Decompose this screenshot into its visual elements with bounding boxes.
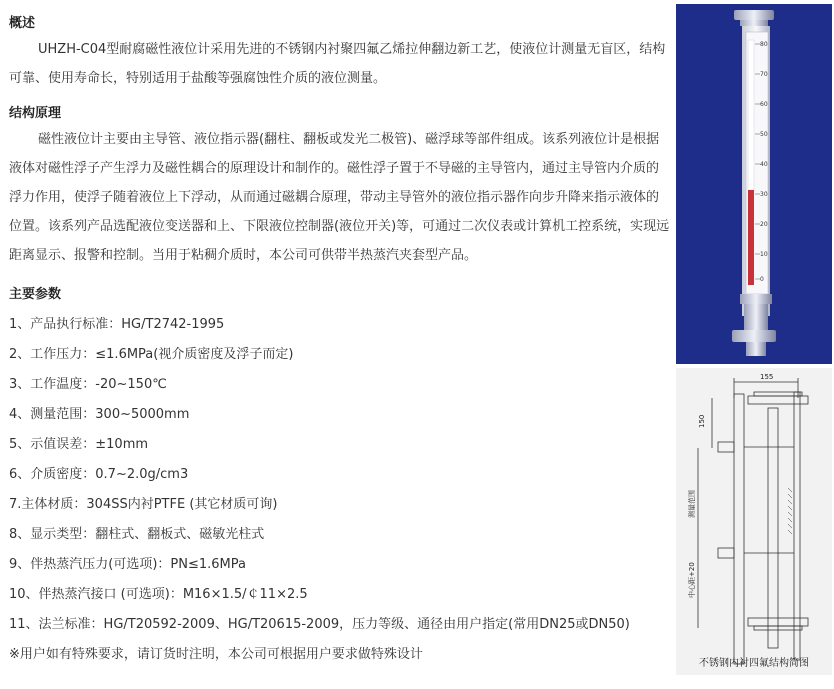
param-item: 3、工作温度：-20~150℃ (9, 377, 167, 392)
special-note: ※用户如有特殊要求，请订货时注明，本公司可根据用户要求做特殊设计 (9, 647, 423, 662)
param-item: 5、示值误差：±10mm (9, 437, 149, 452)
param-item: 1、产品执行标准：HG/T2742-1995 (9, 317, 225, 332)
scale-label: 30 (760, 191, 768, 198)
scale-label: 50 (760, 131, 768, 138)
scale-label: 70 (760, 71, 768, 78)
param-item: 9、伴热蒸汽压力(可选项)：PN≤1.6MPa (9, 557, 246, 572)
principle-heading: 结构原理 (9, 106, 62, 121)
principle-text: 磁性液位计主要由主导管、液位指示器(翻柱、翻板或发光二极管)、磁浮球等部件组成。该系列液位计是根据液体对磁性浮子产生浮力及磁性耦合的原理设计和制作的。磁性浮子置于不导磁的主导管内，通过主导管内介质的浮力作用，使浮子随着液位上下浮动，从而通过磁耦合原理，带动主导管外的液位指示器作向步升降来指示液体的位置。该系列产品选配液位变送器和上、下限液位控制器(液位开关)等，可通过二次仪表或计算机工控系统，实现远距离显示、报警和控制。当用于粘稠介质时，本公司可供带半热蒸汽夹套型产品。 (9, 132, 670, 263)
scale-label: 10 (760, 251, 768, 258)
param-item: 8、显示类型：翻柱式、翻板式、磁敏光柱式 (9, 527, 265, 542)
scale-label: 60 (760, 101, 768, 108)
scale-label: 40 (760, 161, 768, 168)
params-heading: 主要参数 (9, 287, 62, 302)
drawing-caption: 不锈钢内衬四氟结构简图 (699, 658, 809, 669)
param-item: 10、伴热蒸汽接口 (可选项)：M16×1.5/￠11×2.5 (9, 587, 308, 602)
scale-label: 20 (760, 221, 768, 228)
dim-top-label: 155 (760, 373, 774, 381)
structure-diagram (676, 368, 832, 675)
principle-paragraph (9, 125, 671, 270)
overview-text: UHZH-C04型耐腐磁性液位计采用先进的不锈钢内衬聚四氟乙烯拉伸翻边新工艺，使液位计测量无盲区，结构可靠、使用寿命长，特别适用于盐酸等强腐蚀性介质的液位测量。 (9, 42, 666, 86)
overview-paragraph (9, 35, 671, 93)
param-item: 2、工作压力：≤1.6MPa(视介质密度及浮子而定) (9, 347, 294, 362)
param-item: 6、介质密度：0.7~2.0g/cm3 (9, 467, 189, 482)
product-photo (676, 4, 832, 364)
structure-drawing (676, 368, 832, 675)
center-distance-label: 中心距+20 (688, 562, 696, 598)
scale-label: 0 (760, 276, 764, 283)
param-item: 11、法兰标准：HG/T20592-2009、HG/T20615-2009，压力等级、通径由用户指定(常用DN25或DN50) (9, 617, 630, 632)
measure-range-label: 测量范围 (688, 490, 696, 518)
param-item: 7.主体材质：304SS内衬PTFE (其它材质可询) (9, 497, 278, 512)
level-gauge-photo (676, 4, 832, 364)
scale-label: 80 (760, 41, 768, 48)
param-item: 4、测量范围：300~5000mm (9, 407, 190, 422)
overview-heading: 概述 (9, 16, 36, 31)
dim-side-label: 150 (698, 414, 706, 428)
